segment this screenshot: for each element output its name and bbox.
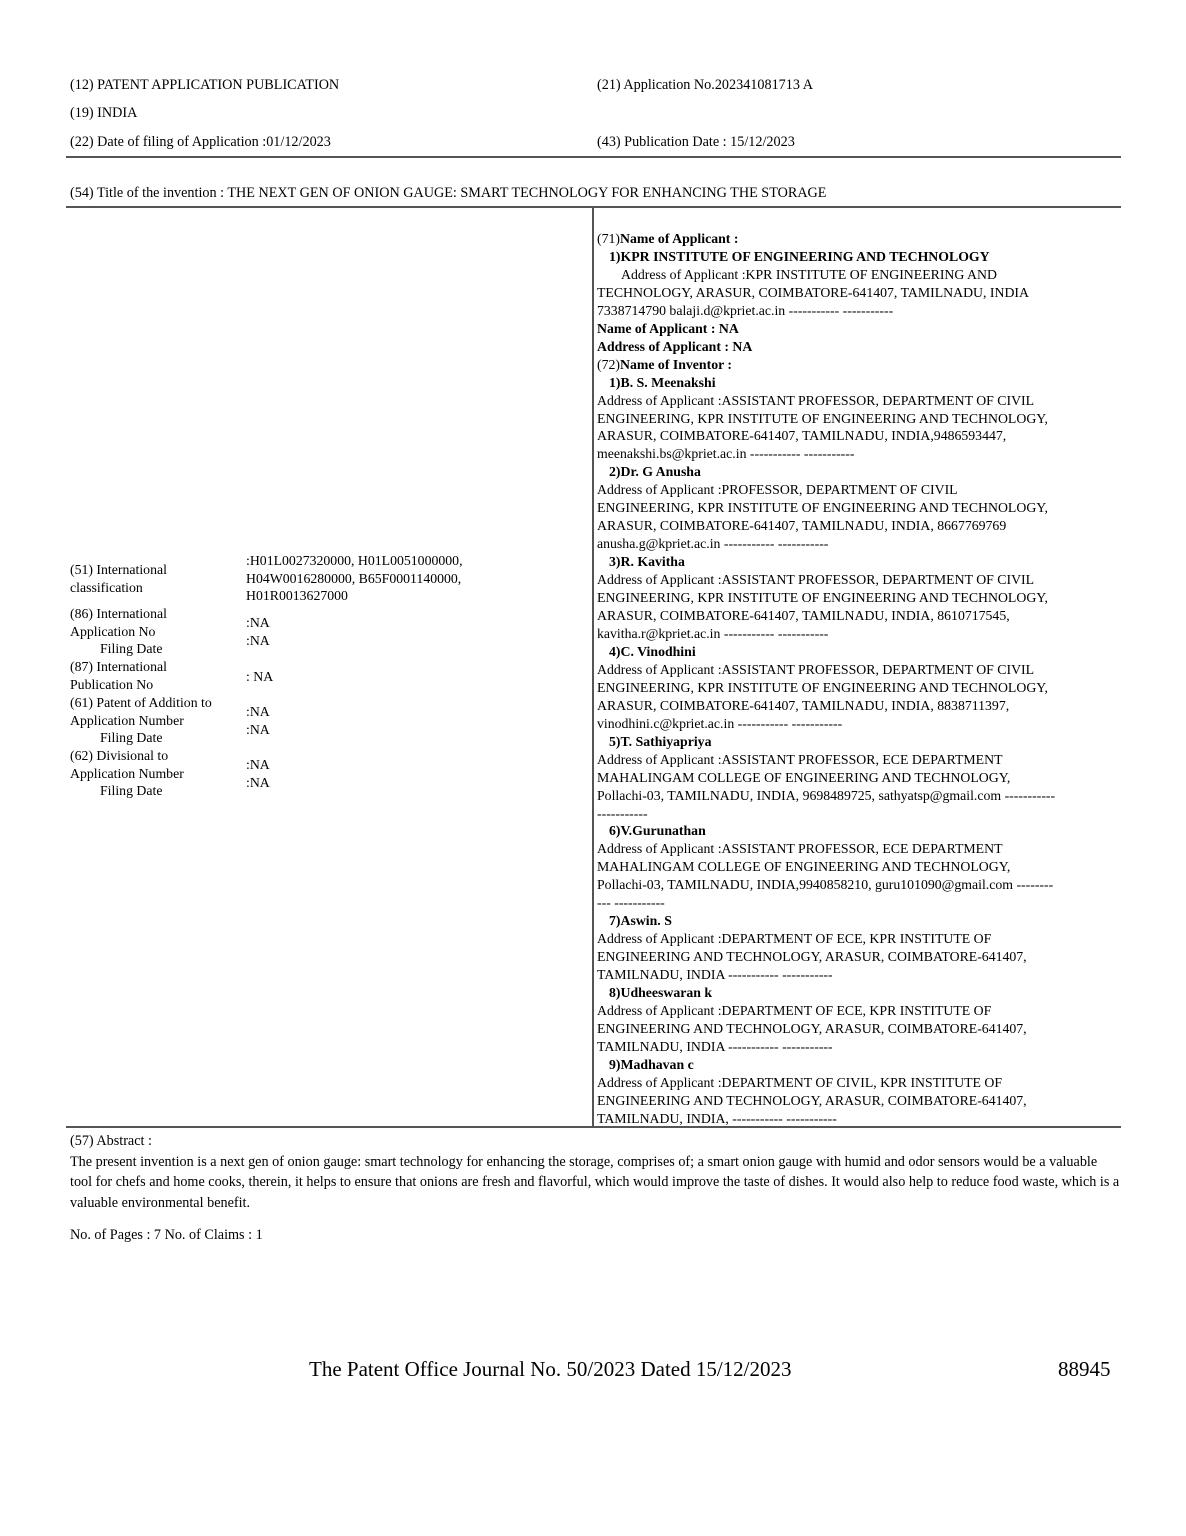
column-divider xyxy=(592,207,594,1127)
inventor-1-name: 1)B. S. Meenakshi xyxy=(609,374,716,390)
inventor-5-name: 5)T. Sathiyapriya xyxy=(609,733,712,749)
inventor-7-name: 7)Aswin. S xyxy=(609,913,672,929)
applicant-na-name: Name of Applicant : NA xyxy=(597,320,739,336)
applicant-1-address: Address of Applicant :KPR INSTITUTE OF ENGINEERING AND xyxy=(621,266,997,282)
inventor-3-name: 3)R. Kavitha xyxy=(609,554,685,570)
abstract-heading: (57) Abstract : xyxy=(70,1133,152,1149)
header-divider xyxy=(66,156,1121,158)
country: (19) INDIA xyxy=(70,105,138,121)
inventor-2-name: 2)Dr. G Anusha xyxy=(609,464,701,480)
field-51-label: (51) International classification xyxy=(70,562,167,595)
journal-footer: The Patent Office Journal No. 50/2023 Dated 15/12/2023 xyxy=(309,1357,792,1381)
abstract-text: The present invention is a next gen of onion gauge: smart technology for enhancing the storage, comprises of; a smart onion gauge with humid and odor sensors would be a valuable tool for chefs and home cooks, therein, it helps to ensure that onions are fresh and flavorful, which would improve the taste of dishes. It would also help to reduce food waste, which is a valuable environmental benefit. xyxy=(70,1153,1120,1211)
field-61-value: :NA :NA xyxy=(246,704,270,737)
inventor-4-name: 4)C. Vinodhini xyxy=(609,643,696,659)
pages-claims: No. of Pages : 7 No. of Claims : 1 xyxy=(70,1227,263,1243)
field-62-value: :NA :NA xyxy=(246,757,270,790)
field-86-label: (86) International Application No Filing Date xyxy=(70,606,167,657)
page-number: 88945 xyxy=(1058,1357,1111,1381)
field-62-label: (62) Divisional to Application Number Filing Date xyxy=(70,748,184,799)
abstract-section xyxy=(70,1131,1120,1246)
applicant-na-address: Address of Applicant : NA xyxy=(597,338,753,354)
inventor-6-name: 6)V.Gurunathan xyxy=(609,823,706,839)
applicants-inventors: (71)Name of Applicant : 1)KPR INSTITUTE OF ENGINEERING AND TECHNOLOGY Address of Applicant :KPR INSTITUTE OF ENGINEERING AND TECHNOLOGY, ARASUR, COIMBATORE-641407, TAMILNADU, INDIA 7338714790 balaji.d@kpriet.ac.in ----------- ----------- Name of Applicant : NA Address of Applicant : NA (72)Name of Inventor : 1)B. S. Meenakshi Address of Applicant :ASSISTANT PROFESSOR, DEPARTMENT OF CIVIL ENGINEERING, KPR INSTITUTE OF ENGINEERING AND TECHNOLOGY, ARASUR, COIMBATORE-641407, TAMILNADU, INDIA,9486593447, meenakshi.bs@kpriet.ac.in ----------- ----------- 2)Dr. G Anusha Address of Applicant :PROFESSOR, DEPARTMENT OF CIVIL ENGINEERING, KPR INSTITUTE OF ENGINEERING AND TECHNOLOGY, ARASUR, COIMBATORE-641407, TAMILNADU, INDIA, 8667769769 anusha.g@kpriet.ac.in ----------- ----------- 3)R. Kavitha Address of Applicant :ASSISTANT PROFESSOR, DEPARTMENT OF CIVIL ENGINEERING, KPR INSTITUTE OF ENGINEERING AND TECHNOLOGY, ARASUR, COIMBATORE-641407, TAMILNADU, INDIA, 8610717545, kavitha.r@kpriet.ac.in ----------- ----------- 4)C. Vinodhini Address of Applicant :ASSISTANT PROFESSOR, DEPARTMENT OF CIVIL ENGINEERING, KPR INSTITUTE OF ENGINEERING AND TECHNOLOGY, ARASUR, COIMBATORE-641407, TAMILNADU, INDIA, 8838711397, vinodhini.c@kpriet.ac.in ----------- ----------- 5)T. Sathiyapriya Address of Applicant :ASSISTANT PROFESSOR, ECE DEPARTMENT MAHALINGAM COLLEGE OF ENGINEERING AND TECHNOLOGY, Pollachi-03, TAMILNADU, INDIA, 9698489725, sathyatsp@gmail.com ----------- ----------- 6)V.Gurunathan Address of Applicant :ASSISTANT PROFESSOR, ECE DEPARTMENT MAHALINGAM COLLEGE OF ENGINEERING AND TECHNOLOGY, Pollachi-03, TAMILNADU, INDIA,9940858210, guru101090@gmail.com -------- --- ----------- 7)Aswin. S Address of Applicant :DEPARTMENT OF ECE, KPR INSTITUTE OF ENGINEERING AND TECHNOLOGY, ARASUR, COIMBATORE-641407, TAMILNADU, INDIA ----------- ----------- 8)Udheeswaran k Address of Applicant :DEPARTMENT OF ECE, KPR INSTITUTE OF ENGINEERING AND TECHNOLOGY, ARASUR, COIMBATORE-641407, TAMILNADU, INDIA ----------- ----------- 9)Madhavan c Address of Applicant :DEPARTMENT OF CIVIL, KPR INSTITUTE OF ENGINEERING AND TECHNOLOGY, ARASUR, COIMBATORE-641407, TAMILNADU, INDIA, ----------- ----------- xyxy=(597,230,1119,1128)
abstract-divider xyxy=(66,1126,1121,1128)
inventor-9-name: 9)Madhavan c xyxy=(609,1056,694,1072)
application-number: (21) Application No.202341081713 A xyxy=(597,77,813,93)
field-61-label: (61) Patent of Addition to Application Number Filing Date xyxy=(70,695,212,746)
publication-type: (12) PATENT APPLICATION PUBLICATION xyxy=(70,77,340,93)
invention-title: (54) Title of the invention : THE NEXT GEN OF ONION GAUGE: SMART TECHNOLOGY FOR ENHANCING THE STORAGE xyxy=(70,185,827,201)
filing-date: (22) Date of filing of Application :01/12/2023 xyxy=(70,134,331,150)
inventor-heading: (72)Name of Inventor : xyxy=(597,356,733,372)
field-87-value: : NA xyxy=(246,669,274,684)
field-51-value: :H01L0027320000, H01L0051000000, H04W0016280000, B65F0001140000, H01R0013627000 xyxy=(246,553,463,604)
publication-date: (43) Publication Date : 15/12/2023 xyxy=(597,134,795,150)
field-87-label: (87) International Publication No xyxy=(70,659,167,692)
field-86-value: :NA :NA xyxy=(246,615,270,648)
applicant-heading: (71)Name of Applicant : xyxy=(597,231,739,246)
inventor-8-name: 8)Udheeswaran k xyxy=(609,985,713,1001)
applicant-1-name: 1)KPR INSTITUTE OF ENGINEERING AND TECHNOLOGY xyxy=(609,248,990,264)
